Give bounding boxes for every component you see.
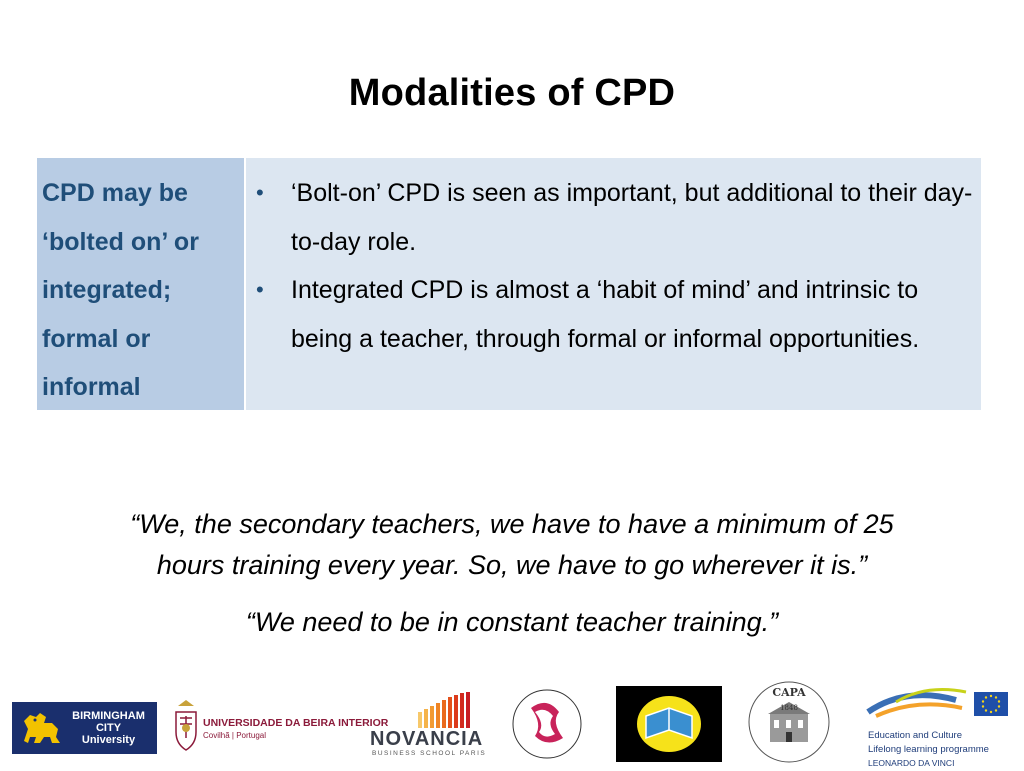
crest-icon	[170, 698, 202, 754]
capa-lisesi-logo	[744, 674, 834, 766]
svg-text:CAPA: CAPA	[772, 686, 806, 699]
logo-text: CITY	[95, 722, 122, 734]
header-line: ‘bolted on’ or	[42, 227, 199, 256]
eu-lifelong-learning-logo	[866, 678, 1016, 768]
logo-text: Covilhã | Portugal	[203, 731, 266, 740]
svg-text:1848: 1848	[780, 704, 798, 712]
ubi-logo	[170, 698, 389, 754]
fakulta-logo	[507, 678, 587, 766]
logo-text: UNIVERSIDADE DA BEIRA INTERIOR	[203, 717, 389, 729]
bullet-list	[254, 169, 973, 363]
logo-text: Education and Culture	[868, 730, 963, 741]
hniokco-logo	[616, 686, 722, 762]
bullet-item: • ‘Bolt-on’ CPD is seen as important, but additional to their day-to-day role.	[291, 169, 973, 266]
fakulta-emblem-icon	[507, 678, 587, 766]
novancia-logo	[370, 692, 487, 760]
book-icon	[616, 686, 722, 762]
bars-icon	[370, 692, 480, 728]
logo-text: University	[81, 734, 136, 746]
teacher-quote-2: “We need to be in constant teacher training.”	[245, 607, 779, 637]
quote-line: “We, the secondary teachers, we have to have a minimum of 25	[130, 509, 894, 539]
table-content-cell	[246, 158, 981, 410]
header-line: integrated;	[42, 276, 172, 304]
logo-text: BUSINESS SCHOOL PARIS	[372, 750, 487, 757]
birmingham-city-university-logo	[12, 702, 157, 754]
header-line: formal or	[42, 324, 151, 353]
logo-text: Lifelong learning programme	[868, 744, 989, 755]
header-line: CPD may be	[42, 179, 188, 207]
cpd-table	[36, 157, 982, 411]
bullet-item: • Integrated CPD is almost a ‘habit of mind’ and intrinsic to being a teacher, through formal or informal opportunities.	[291, 266, 973, 363]
logo-text: LEONARDO DA VINCI	[868, 758, 955, 768]
eu-flag-icon	[866, 678, 1016, 728]
logo-text: NOVANCIA	[370, 728, 484, 750]
lion-icon	[18, 707, 66, 749]
school-building-icon	[744, 674, 834, 766]
teacher-quote-1	[0, 504, 1024, 586]
header-line: informal	[42, 373, 141, 401]
logo-text: BIRMINGHAM	[72, 710, 145, 722]
quote-line: hours training every year. So, we have to go wherever it is.”	[156, 550, 868, 580]
table-header-cell	[37, 158, 246, 410]
slide-title: Modalities of CPD	[348, 72, 676, 114]
partner-logos	[0, 670, 1024, 768]
